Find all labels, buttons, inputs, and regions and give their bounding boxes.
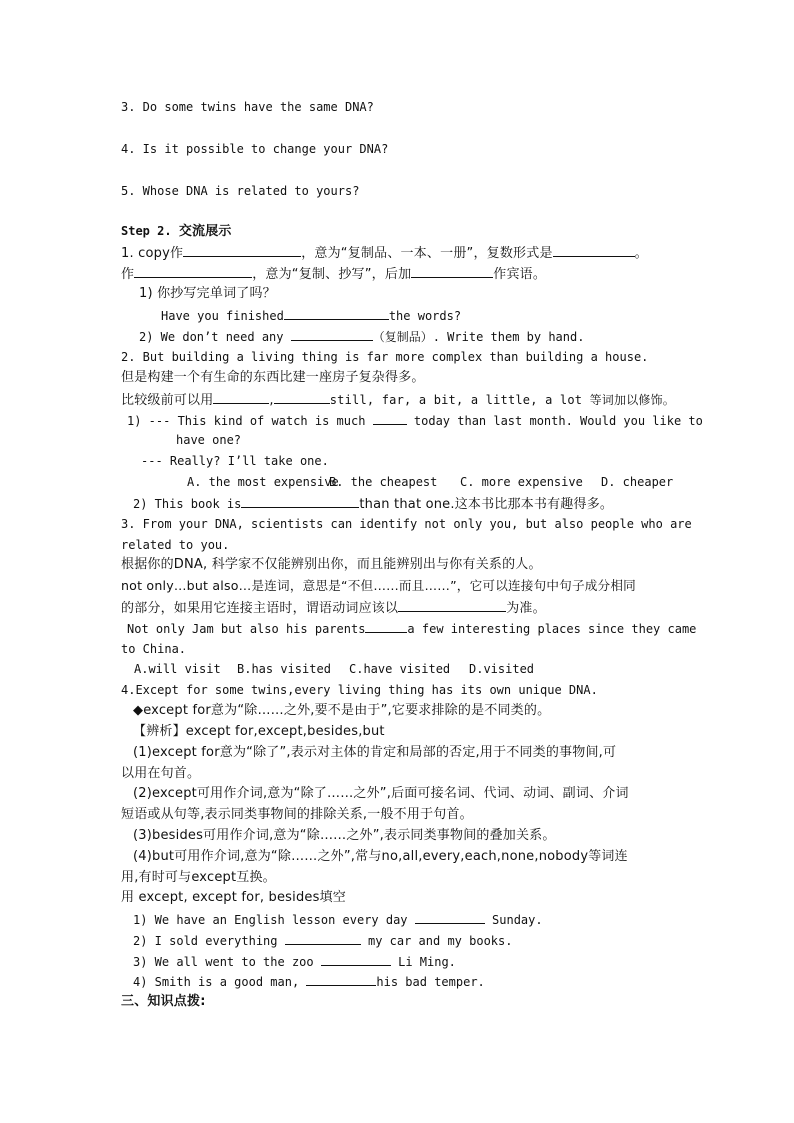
- item3-rule-c: 为准。: [506, 601, 546, 616]
- item1-example1-zh: 1) 你抄写完单词了吗？: [139, 286, 276, 301]
- item4-point1-a: (1)except for意为“除了”,表示对主体的肯定和局部的否定,用于不同类的事物间,可: [133, 745, 617, 760]
- blank[interactable]: [291, 328, 373, 341]
- step2-heading: [121, 223, 232, 240]
- item4-f1-a: 1) We have an English lesson every day: [133, 913, 408, 927]
- item1-example2: [139, 328, 584, 345]
- item2-rule: [121, 391, 675, 409]
- item2-example1-d: --- Really? I’ll take one.: [141, 454, 329, 468]
- item4-point4-a: (4)but可用作介词,意为“除……之外”,常与no,all,every,each,none,nobody等词连: [133, 849, 628, 864]
- item3-option-d: D.visited: [469, 662, 535, 676]
- item4-fill-3: [133, 953, 456, 970]
- blank[interactable]: [183, 244, 301, 257]
- item3-translation: 根据你的DNA, 科学家不仅能辨别出你，而且能辨别出与你有关系的人。: [121, 557, 542, 572]
- item1-ex1-a: Have you finished: [161, 309, 284, 323]
- item2-rule-c: still, far, a bit, a little, a lot 等词加以修饰。: [329, 393, 676, 407]
- item4-point4-b: 用,有时可与except互换。: [121, 870, 276, 885]
- item4-fill-1: [133, 911, 543, 928]
- blank[interactable]: [274, 391, 330, 404]
- item1-ex2-b: （复制品）. Write them by hand.: [372, 330, 585, 344]
- item4-f3-a: 3) We all went to the zoo: [133, 955, 314, 969]
- item3-ex-a: Not only Jam but also his parents: [127, 622, 366, 636]
- blank[interactable]: [373, 412, 407, 425]
- item3-rule-b-text: 的部分，如果用它连接主语时，谓语动词应该以: [121, 601, 399, 616]
- question-3: 3. Do some twins have the same DNA?: [121, 100, 374, 114]
- item3-sentence-b: related to you.: [121, 538, 230, 552]
- item3-rule-a: not only…but also…是连词，意思是“不但……而且……”，它可以连接句中句子成分相同: [121, 578, 636, 593]
- question-5: 5. Whose DNA is related to yours?: [121, 184, 360, 198]
- item4-point1-b: 以用在句首。: [121, 766, 201, 781]
- item1-ex2-a: 2) We don’t need any: [139, 330, 284, 344]
- item3-sentence-a: 3. From your DNA, scientists can identify not only you, but also people who are: [121, 517, 692, 531]
- item1-ex1-b: the words?: [388, 309, 462, 323]
- item1-a2: ，意为“复制品、一本、一册”，复数形式是: [301, 246, 553, 261]
- item4-f3-b: Li Ming.: [398, 955, 456, 969]
- item4-fill-heading: 用 except, except for, besides填空: [121, 890, 346, 905]
- item2-ex1-a: 1) --- This kind of watch is much: [127, 414, 366, 428]
- blank[interactable]: [321, 953, 391, 966]
- item2-translation: 但是构建一个有生命的东西比建一座房子复杂得多。: [121, 370, 425, 385]
- item3-option-a: A.will visit: [134, 662, 221, 676]
- item3-example-a: [127, 620, 696, 637]
- item2-option-d: D. cheaper: [601, 475, 674, 489]
- item4-f2-b: my car and my books.: [367, 934, 513, 948]
- item2-sentence: 2. But building a living thing is far more complex than building a house.: [121, 350, 649, 364]
- step2-heading-en: Step 2.: [121, 224, 172, 238]
- question-4: 4. Is it possible to change your DNA?: [121, 142, 389, 156]
- item4-fill-4: [133, 973, 485, 990]
- item4-fill-2: [133, 932, 512, 949]
- item1-line-a: [121, 244, 648, 262]
- section3-heading: 三、知识点拨:: [121, 994, 206, 1009]
- item2-example1-a: [127, 412, 703, 429]
- blank[interactable]: [213, 391, 269, 404]
- item4-sentence: 4.Except for some twins,every living thing has its own unique DNA.: [121, 683, 598, 697]
- blank[interactable]: [285, 932, 361, 945]
- blank[interactable]: [365, 620, 407, 633]
- item3-rule-b: [121, 599, 546, 617]
- item2-ex1-b: today than last month. Would you like to: [413, 414, 703, 428]
- item4-f1-b: Sunday.: [492, 913, 543, 927]
- item3-ex-b: a few interesting places since they came: [407, 622, 697, 636]
- blank[interactable]: [415, 911, 485, 924]
- blank[interactable]: [553, 244, 635, 257]
- item4-f4-b: his bad temper.: [376, 975, 485, 989]
- item4-f2-a: 2) I sold everything: [133, 934, 278, 948]
- item2-ex2-a: 2) This book is: [133, 497, 242, 511]
- blank[interactable]: [306, 973, 376, 986]
- item3-example-c: to China.: [121, 642, 187, 656]
- blank[interactable]: [284, 307, 389, 320]
- item4-note: ◆except for意为“除……之外,要不是由于”,它要求排除的是不同类的。: [133, 703, 551, 718]
- blank[interactable]: [398, 599, 506, 612]
- blank[interactable]: [134, 265, 252, 278]
- item2-option-c: C. more expensive: [460, 475, 583, 489]
- item1-b2: ，意为“复制、抄写”，后加: [252, 267, 412, 282]
- item2-example1-c: have one?: [176, 433, 242, 447]
- item2-option-a: A. the most expensive: [187, 475, 339, 489]
- item1-line-b: [121, 265, 546, 283]
- item3-option-b: B.has visited: [237, 662, 331, 676]
- item3-option-c: C.have visited: [349, 662, 451, 676]
- item4-point2-a: (2)except可用作介词,意为“除了……之外”,后面可接名词、代词、动词、副词、介词: [133, 786, 629, 801]
- blank[interactable]: [241, 495, 359, 508]
- item4-point3: (3)besides可用作介词,意为“除……之外”,表示同类事物间的叠加关系。: [133, 828, 556, 843]
- item2-example2: [133, 495, 613, 513]
- item1-b3: 作宾语。: [493, 267, 547, 282]
- item2-ex2-b: than that one.这本书比那本书有趣得多。: [359, 497, 614, 512]
- item2-rule-a: 比较级前可以用: [121, 393, 214, 408]
- blank[interactable]: [411, 265, 493, 278]
- item1-a3: 。: [634, 246, 648, 261]
- item4-analysis-heading: 【辨析】except for,except,besides,but: [133, 724, 385, 739]
- item4-f4-a: 4) Smith is a good man,: [133, 975, 300, 989]
- item2-rule-b: ,: [269, 393, 274, 408]
- item4-point2-b: 短语或从句等,表示同类事物间的排除关系,一般不用于句首。: [121, 807, 473, 822]
- item1-b1: 作: [121, 267, 135, 282]
- item2-option-b: B. the cheapest: [329, 475, 438, 489]
- item1-example1-en: [161, 307, 461, 324]
- item1-a1: 1. copy作: [121, 246, 184, 261]
- step2-heading-zh: 交流展示: [178, 224, 232, 239]
